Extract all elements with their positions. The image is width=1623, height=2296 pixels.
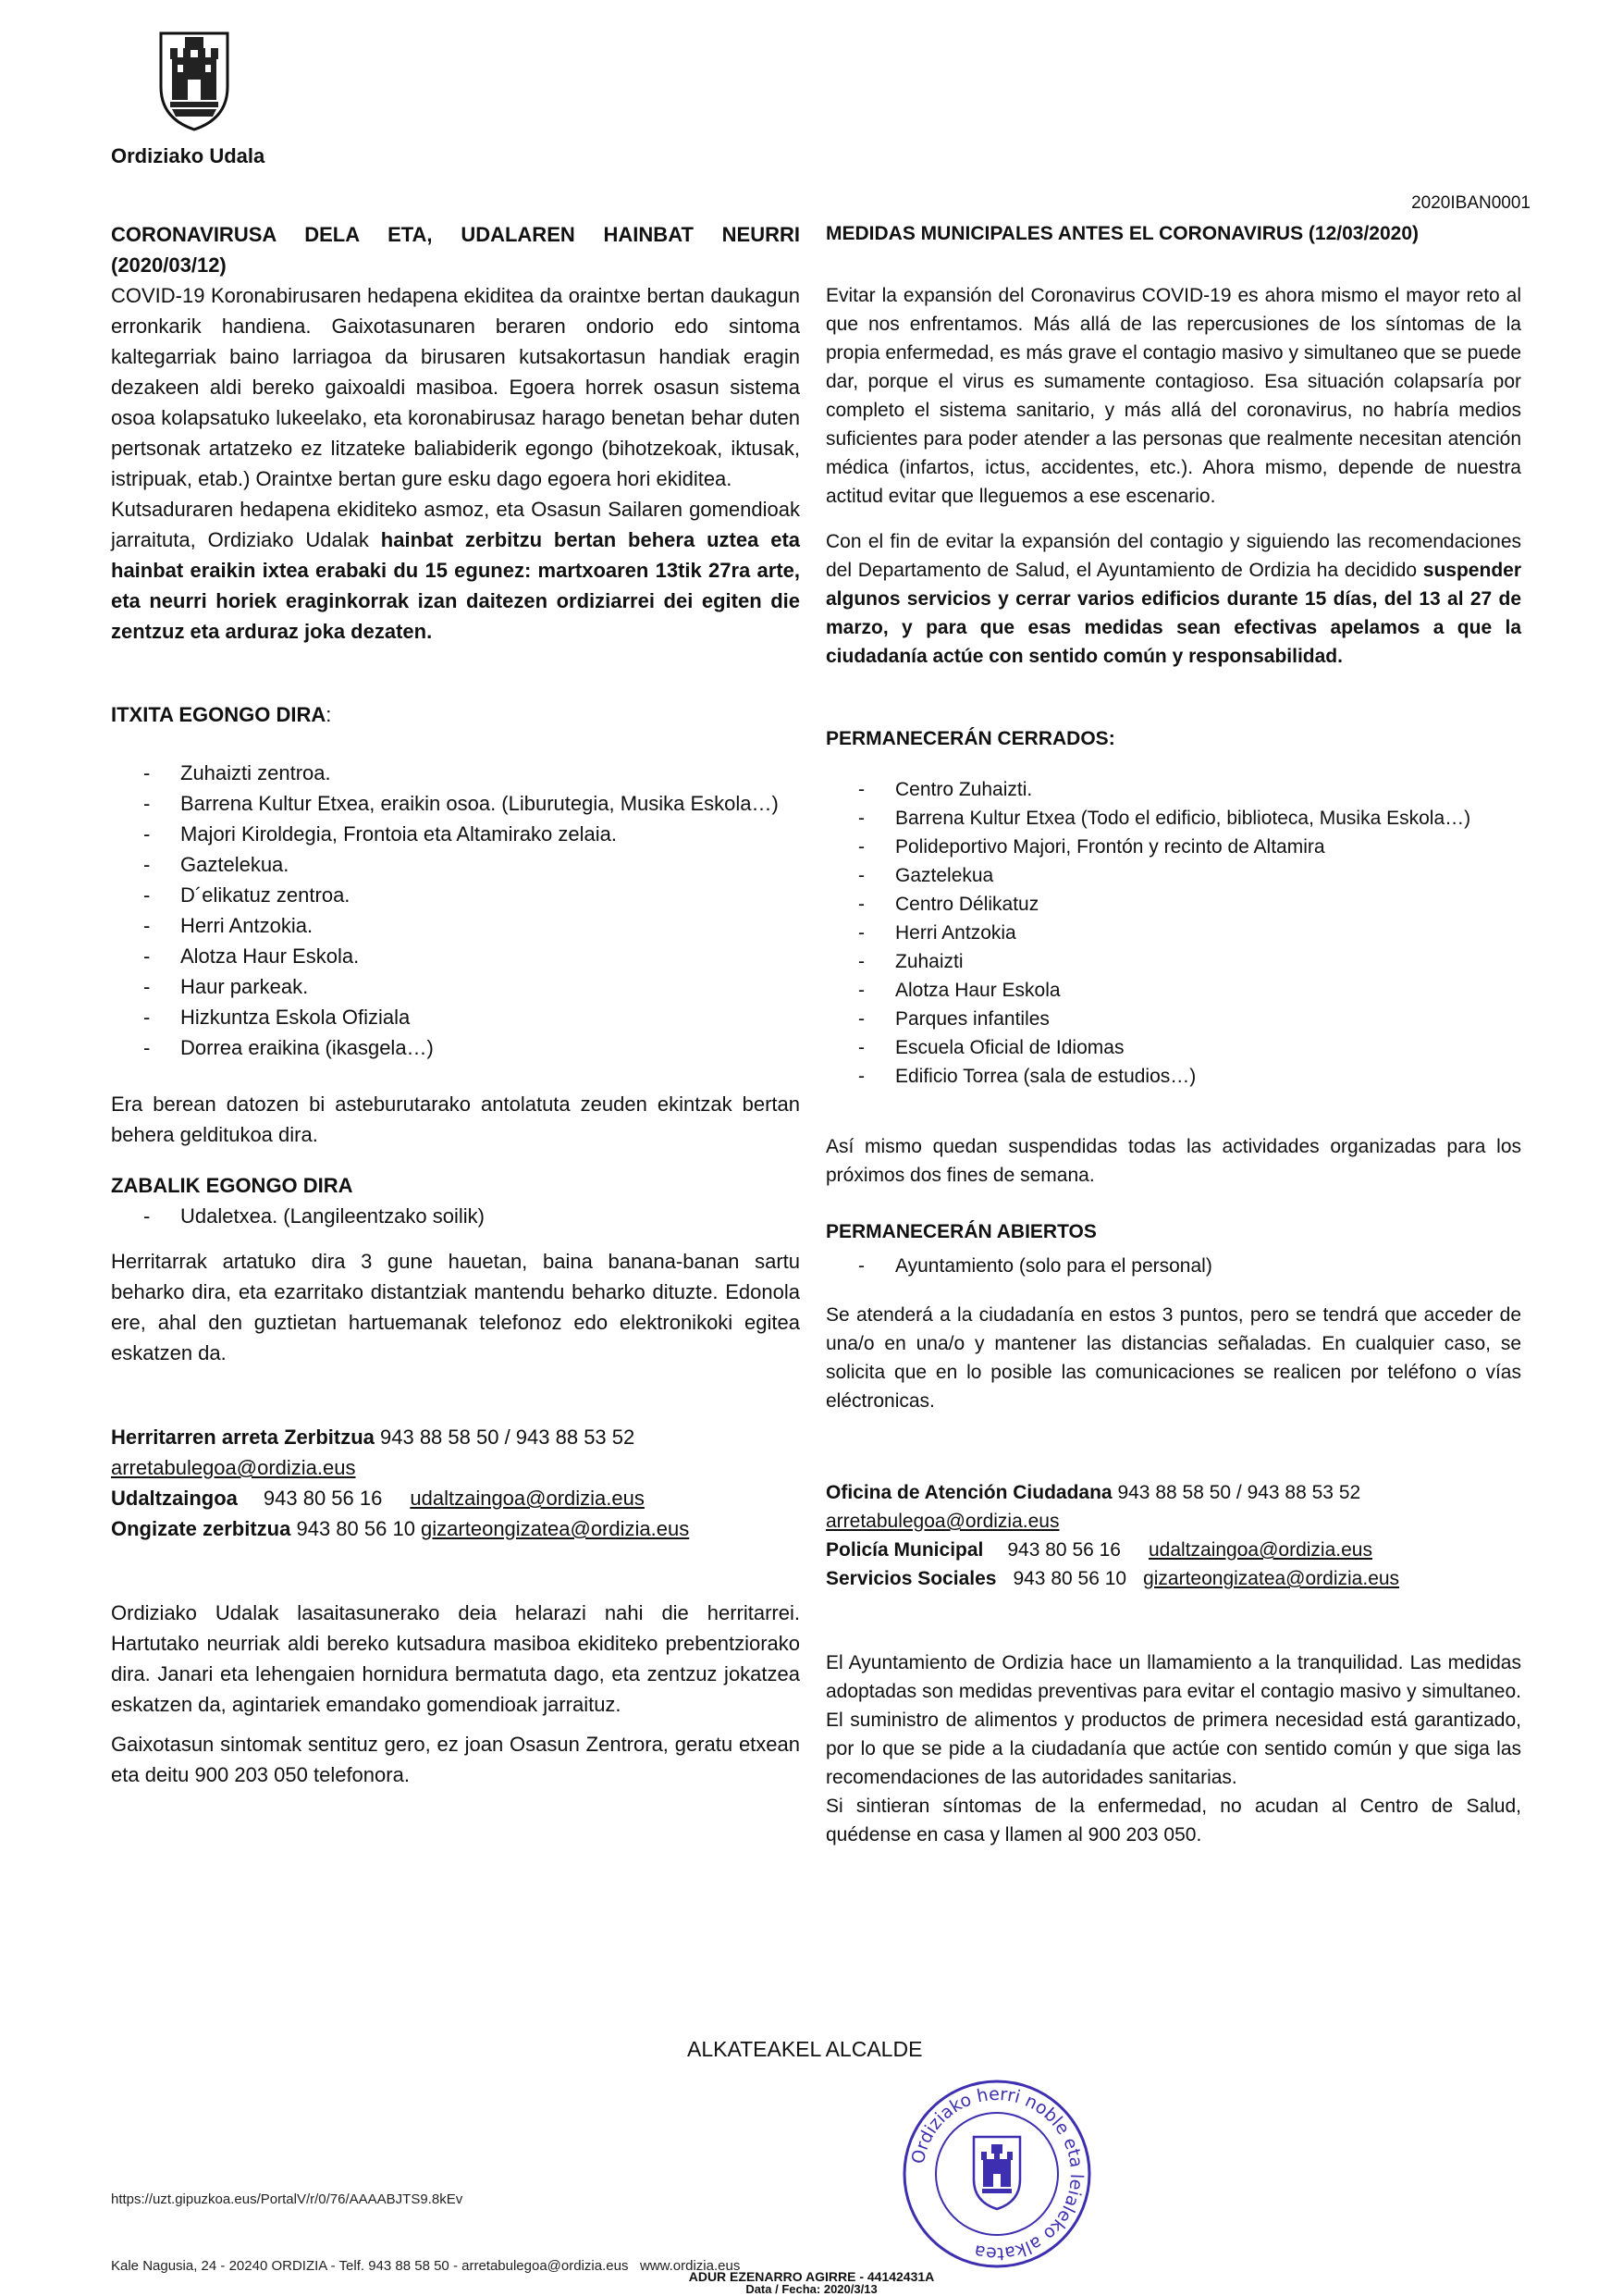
contact-phone: 943 80 56 10: [290, 1517, 422, 1540]
email-link[interactable]: gizarteongizatea@ordizia.eus: [1143, 1568, 1400, 1589]
list-item: - Zuhaizti: [826, 947, 1521, 976]
attention-paragraph-spanish: Se atenderá a la ciudadanía en estos 3 puntos, pero se tendrá que acceder de una/o en una/o y mantener las distancias señaladas. En cualquier caso, se solicita que en lo posible las comunicaciones se realicen por teléfono o vías eléctronicas.: [826, 1304, 1521, 1412]
contact-phone: 943 80 56 16: [1007, 1539, 1121, 1561]
list-item: - Herri Antzokia.: [111, 910, 800, 941]
intro-paragraph-spanish: Evitar la expansión del Coronavirus COVID-19 es ahora mismo el mayor reto al que nos enfrentamos. Más allá de las repercusiones de los síntomas de la propia enfermedad, es más grave el contagio masivo y simultaneo que se puede dar, porque el virus es sumamente contagioso. Esa situación colapsaría por completo el sistema sanitario, y más allá del coronavirus, no habría medios suficientes para poder atender a las personas que realmente necesitan atención médica (infartos, ictus, accidentes, etc.). Ahora mismo, depende de nuestra actitud evitar que lleguemos a ese escenario.: [826, 285, 1521, 507]
list-item: - Udaletxea. (Langileentzako soilik): [111, 1201, 800, 1231]
calm-paragraph-basque: Ordiziako Udalak lasaitasunerako deia helarazi nahi die herritarrei. Hartutako neurriak aldi bereko kutsadura masiboa ekiditeko prebentziorako dira. Janari eta lehengaien hornidura bermatuta dago, eta zentzuz jokatzea eskatzen da, agintariek emandako gomendioak jarraituz.: [111, 1601, 800, 1716]
weekend-note-basque: Era berean datozen bi asteburutarako antolatuta zeuden ekintzak bertan behera gelditukoa dira.: [111, 1092, 800, 1146]
weekend-note-spanish: Así mismo quedan suspendidas todas las actividades organizadas para los próximos dos fines de semana.: [826, 1136, 1521, 1186]
list-item: - Hizkuntza Eskola Ofiziala: [111, 1002, 800, 1032]
coat-of-arms-logo: [157, 30, 231, 133]
list-item: - Zuhaizti zentroa.: [111, 758, 800, 788]
closed-heading-spanish: PERMANECERÁN CERRADOS:: [826, 728, 1115, 749]
email-link[interactable]: udaltzaingoa@ordizia.eus: [410, 1487, 645, 1510]
symptoms-paragraph-spanish: Si sintieran síntomas de la enfermedad, no acudan al Centro de Salud, quédense en casa y llamen al 900 203 050.: [826, 1796, 1521, 1845]
document-url[interactable]: https://uzt.gipuzkoa.eus/PortalV/r/0/76/AAAABJTS9.8kEv: [111, 2191, 463, 2207]
open-list-spanish: [826, 1252, 1521, 1280]
contacts-basque: [111, 1422, 800, 1544]
closed-list-basque: [111, 758, 800, 1063]
contact-label: Herritarren arreta Zerbitzua: [111, 1426, 375, 1449]
list-item: - Parques infantiles: [826, 1005, 1521, 1033]
email-link[interactable]: arretabulegoa@ordizia.eus: [826, 1511, 1060, 1532]
open-list-basque: [111, 1201, 800, 1231]
left-column-basque: [111, 219, 800, 1790]
closed-list-spanish: [826, 775, 1521, 1091]
seal-text: Ordiziako herri noble eta leialeko alkatea: [907, 2083, 1088, 2265]
list-item: - Gaztelekua.: [111, 849, 800, 880]
contact-label: Ongizate zerbitzua: [111, 1517, 291, 1540]
contacts-spanish: [826, 1478, 1521, 1593]
list-item: - Gaztelekua: [826, 861, 1521, 890]
symptoms-paragraph-basque: Gaixotasun sintomak sentituz gero, ez joan Osasun Zentrora, geratu etxean eta deitu 900 203 050 telefonora.: [111, 1733, 800, 1786]
list-item: - Polideportivo Majori, Frontón y recinto de Altamira: [826, 833, 1521, 861]
list-item: - Edificio Torrea (sala de estudios…): [826, 1062, 1521, 1091]
signature-title: ALKATEAKEL ALCALDE: [687, 2037, 923, 2061]
calm-paragraph-spanish: El Ayuntamiento de Ordizia hace un llamamiento a la tranquilidad. Las medidas adoptadas son medidas preventivas para evitar el contagio masivo y simultaneo. El suministro de alimentos y productos de primera necesidad está garantizado, por lo que se pide a la ciudadanía que actúe con sentido común y que siga las recomendaciones de las autoridades sanitarias.: [826, 1652, 1521, 1788]
org-name: Ordiziako Udala: [111, 144, 265, 167]
list-item: - Centro Délikatuz: [826, 890, 1521, 919]
list-item: - Herri Antzokia: [826, 919, 1521, 947]
right-column-spanish: [826, 219, 1521, 1849]
list-item: - Haur parkeak.: [111, 971, 800, 1002]
list-item: - Escuela Oficial de Idiomas: [826, 1033, 1521, 1062]
list-item: - Barrena Kultur Etxea, eraikin osoa. (Liburutegia, Musika Eskola…): [111, 788, 800, 819]
contact-label: Oficina de Atención Ciudadana: [826, 1482, 1113, 1503]
open-heading-spanish: PERMANECERÁN ABIERTOS: [826, 1221, 1097, 1242]
email-link[interactable]: arretabulegoa@ordizia.eus: [111, 1456, 356, 1479]
page-title-basque: CORONAVIRUSA DELA ETA, UDALAREN HAINBAT NEURRI (2020/03/12): [111, 223, 800, 277]
email-link[interactable]: gizarteongizatea@ordizia.eus: [421, 1517, 690, 1540]
list-item: - Alotza Haur Eskola: [826, 976, 1521, 1005]
email-link[interactable]: udaltzaingoa@ordizia.eus: [1149, 1539, 1372, 1561]
contact-phone: 943 88 58 50 / 943 88 53 52: [374, 1426, 635, 1449]
list-item: - Barrena Kultur Etxea (Todo el edificio, biblioteca, Musika Eskola…): [826, 804, 1521, 833]
contact-phone: 943 80 56 16: [263, 1487, 383, 1510]
contact-label: Udaltzaingoa: [111, 1487, 238, 1510]
list-item: - Ayuntamiento (solo para el personal): [826, 1252, 1521, 1280]
list-item: - Dorrea eraikina (ikasgela…): [111, 1032, 800, 1063]
closed-heading-basque: ITXITA EGONGO DIRA:: [111, 703, 332, 726]
list-item: - Alotza Haur Eskola.: [111, 941, 800, 971]
signature-date: Data / Fecha: 2020/3/13: [745, 2282, 878, 2296]
contact-phone: 943 80 56 10: [1013, 1568, 1127, 1589]
list-item: - Centro Zuhaizti.: [826, 775, 1521, 804]
page-title-spanish: MEDIDAS MUNICIPALES ANTES EL CORONAVIRUS (12/03/2020): [826, 223, 1420, 244]
open-heading-basque: ZABALIK EGONGO DIRA: [111, 1174, 353, 1197]
attention-paragraph-basque: Herritarrak artatuko dira 3 gune hauetan, baina banana-banan sartu beharko dira, eta ezarritako distantziak mantendu beharko dituzte. Edonola ere, ahal den guztietan hartuemanak telefonoz edo elektronikoki egitea eskatzen da.: [111, 1250, 800, 1364]
contact-label: Servicios Sociales: [826, 1568, 997, 1589]
measures-paragraph-basque: Kutsaduraren hedapena ekiditeko asmoz, eta Osasun Sailaren gomendioak jarraituta, Ordiziako Udalak hainbat zerbitzu bertan behera uztea eta hainbat eraikin ixtea erabaki du 15 egunez: martxoaren 13tik 27ra arte, eta neurri horiek eraginkorrak izan daitezen ordiziarrei dei egiten die zentzuz eta arduraz joka dezaten.: [111, 498, 801, 643]
official-seal: [901, 2078, 1093, 2270]
measures-paragraph-spanish: Con el fin de evitar la expansión del contagio y siguiendo las recomendaciones del Departamento de Salud, el Ayuntamiento de Ordizia ha decidido suspender algunos servicios y cerrar varios edificios durante 15 días, del 13 al 27 de marzo, y para que esas medidas sean efectivas apelamos a que la ciudadanía actúe con sentido común y responsabilidad.: [826, 531, 1521, 667]
intro-paragraph-basque: COVID-19 Koronabirusaren hedapena ekiditea da oraintxe bertan daukagun erronkarik handiena. Gaixotasunaren beraren ondorio edo sintoma kaltegarriak baino larriagoa da birusaren kutsakortasun handiak eragin dezakeen aldi bereko gaixoaldi masiboa. Egoera horrek osasun sistema osoa kolapsatuko lukeelako, eta koronabirusaz harago benetan behar duten pertsonak artatzeko ez litzateke baliabiderik egongo (bihotzekoak, iktusak, istripuak, etab.) Oraintxe bertan gure esku dago egoera hori ekiditea.: [111, 284, 800, 490]
list-item: - Majori Kiroldegia, Frontoia eta Altamirako zelaia.: [111, 819, 800, 849]
footer-address: Kale Nagusia, 24 - 20240 ORDIZIA - Telf. 943 88 58 50 - arretabulegoa@ordizia.eus www.ordizia.eus: [111, 2258, 741, 2274]
list-item: - D´elikatuz zentroa.: [111, 880, 800, 910]
signer-name: ADUR EZENARRO AGIRRE - 44142431A: [688, 2269, 935, 2284]
contact-label: Policía Municipal: [826, 1539, 984, 1561]
document-reference: 2020IBAN0001: [1411, 193, 1531, 213]
contact-phone: 943 88 58 50 / 943 88 53 52: [1112, 1482, 1361, 1503]
